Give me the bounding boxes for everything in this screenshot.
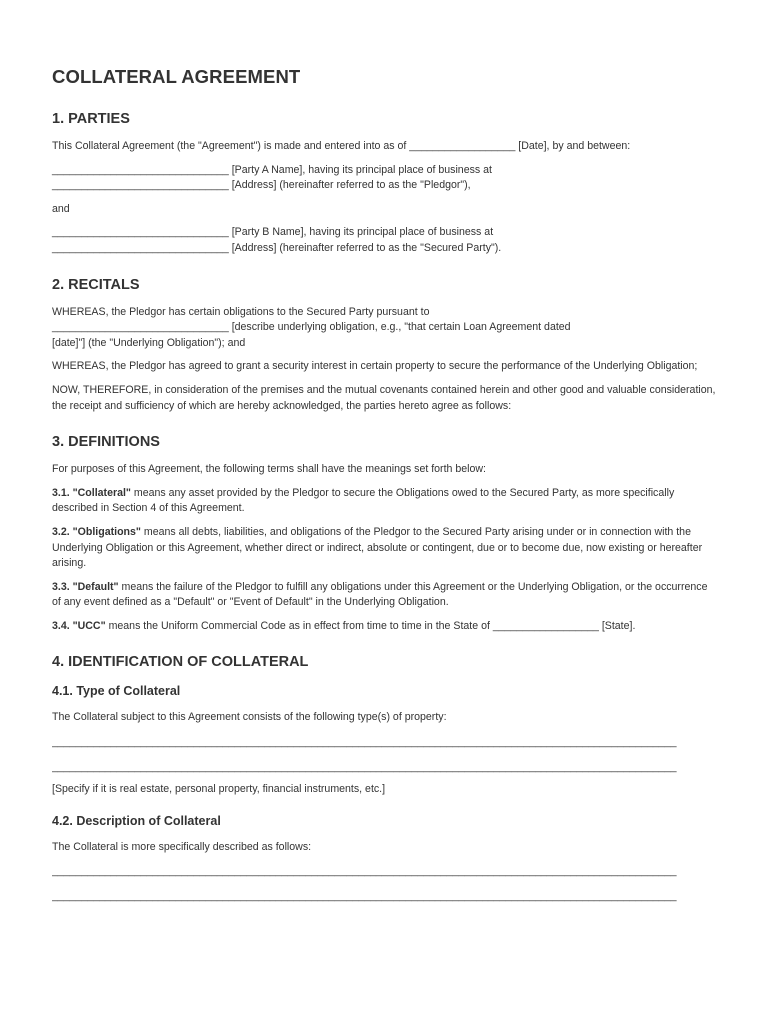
definition-default bbox=[52, 580, 718, 611]
section-heading-collateral: 4. IDENTIFICATION OF COLLATERAL bbox=[52, 654, 309, 671]
definition-text: means any asset provided by the Pledgor to secure the Obligations owed to the Secured Party, as more specifically described in Section 4 of this Agreement. bbox=[52, 486, 675, 515]
definition-term: 3.2. "Obligations" bbox=[52, 525, 141, 538]
type-note: [Specify if it is real estate, personal property, financial instruments, etc.] bbox=[52, 783, 386, 796]
definition-term: 3.4. "UCC" bbox=[52, 619, 106, 632]
definition-text: means all debts, liabilities, and obligations of the Pledgor to the Secured Party arising under or in connection with the Underlying Obligation or this Agreement, whether direct or indirect, absolute or contingent, due or to become due, now existing or hereafter arising. bbox=[52, 525, 703, 570]
party-b-line-1: ______________________________ [Party B Name], having its principal place of business at bbox=[52, 226, 494, 239]
party-a-line-2: ______________________________ [Address] (hereinafter referred to as the "Pledgor"), bbox=[52, 179, 471, 192]
description-intro: The Collateral is more specifically described as follows: bbox=[52, 840, 312, 853]
subsection-type-of-collateral: 4.1. Type of Collateral bbox=[52, 684, 181, 699]
recital-1-line-3: [date]"] (the "Underlying Obligation"); and bbox=[52, 336, 246, 349]
and-text: and bbox=[52, 202, 70, 215]
recital-1-line-1: WHEREAS, the Pledgor has certain obligations to the Secured Party pursuant to bbox=[52, 305, 430, 318]
section-heading-definitions: 3. DEFINITIONS bbox=[52, 434, 160, 451]
section-heading-parties: 1. PARTIES bbox=[52, 111, 130, 127]
definition-term: 3.1. "Collateral" bbox=[52, 486, 131, 499]
definition-collateral bbox=[52, 486, 718, 517]
recital-1-line-2: ______________________________ [describe underlying obligation, e.g., "that certain Loan Agreement dated bbox=[52, 321, 571, 334]
type-intro: The Collateral subject to this Agreement consists of the following type(s) of property: bbox=[52, 711, 447, 724]
blank-line[interactable]: __________________________________________________________________________________________________________ bbox=[52, 736, 677, 749]
definition-text: means the Uniform Commercial Code as in effect from time to time in the State of __________________ [State]. bbox=[105, 619, 636, 632]
definition-text: means the failure of the Pledgor to fulfill any obligations under this Agreement or the Underlying Obligation, or the occurrence of any event defined as a "Default" or "Event of Default" in the Underlying Obligation. bbox=[52, 580, 708, 609]
definitions-intro: For purposes of this Agreement, the following terms shall have the meanings set forth below: bbox=[52, 463, 486, 476]
blank-line[interactable]: __________________________________________________________________________________________________________ bbox=[52, 865, 677, 878]
definition-ucc bbox=[52, 619, 718, 635]
subsection-description-of-collateral: 4.2. Description of Collateral bbox=[52, 813, 221, 828]
definition-term: 3.3. "Default" bbox=[52, 580, 119, 593]
parties-intro: This Collateral Agreement (the "Agreement") is made and entered into as of __________________ [Date], by and between: bbox=[52, 140, 631, 152]
section-heading-recitals: 2. RECITALS bbox=[52, 276, 140, 293]
recital-3: NOW, THEREFORE, in consideration of the premises and the mutual covenants contained herein and other good and valuable consideration, the receipt and sufficiency of which are hereby acknowledged, the parties hereto agree as follows: bbox=[52, 383, 716, 412]
blank-line[interactable]: __________________________________________________________________________________________________________ bbox=[52, 761, 677, 774]
recital-2: WHEREAS, the Pledgor has agreed to grant a security interest in certain property to secure the performance of the Underlying Obligation; bbox=[52, 360, 698, 373]
party-a-line-1: ______________________________ [Party A Name], having its principal place of business at bbox=[52, 163, 492, 176]
blank-line[interactable]: __________________________________________________________________________________________________________ bbox=[52, 890, 677, 903]
party-b-line-2: ______________________________ [Address] (hereinafter referred to as the "Secured Party"). bbox=[52, 241, 502, 254]
document-title: COLLATERAL AGREEMENT bbox=[52, 66, 301, 87]
definition-obligations bbox=[52, 525, 718, 572]
